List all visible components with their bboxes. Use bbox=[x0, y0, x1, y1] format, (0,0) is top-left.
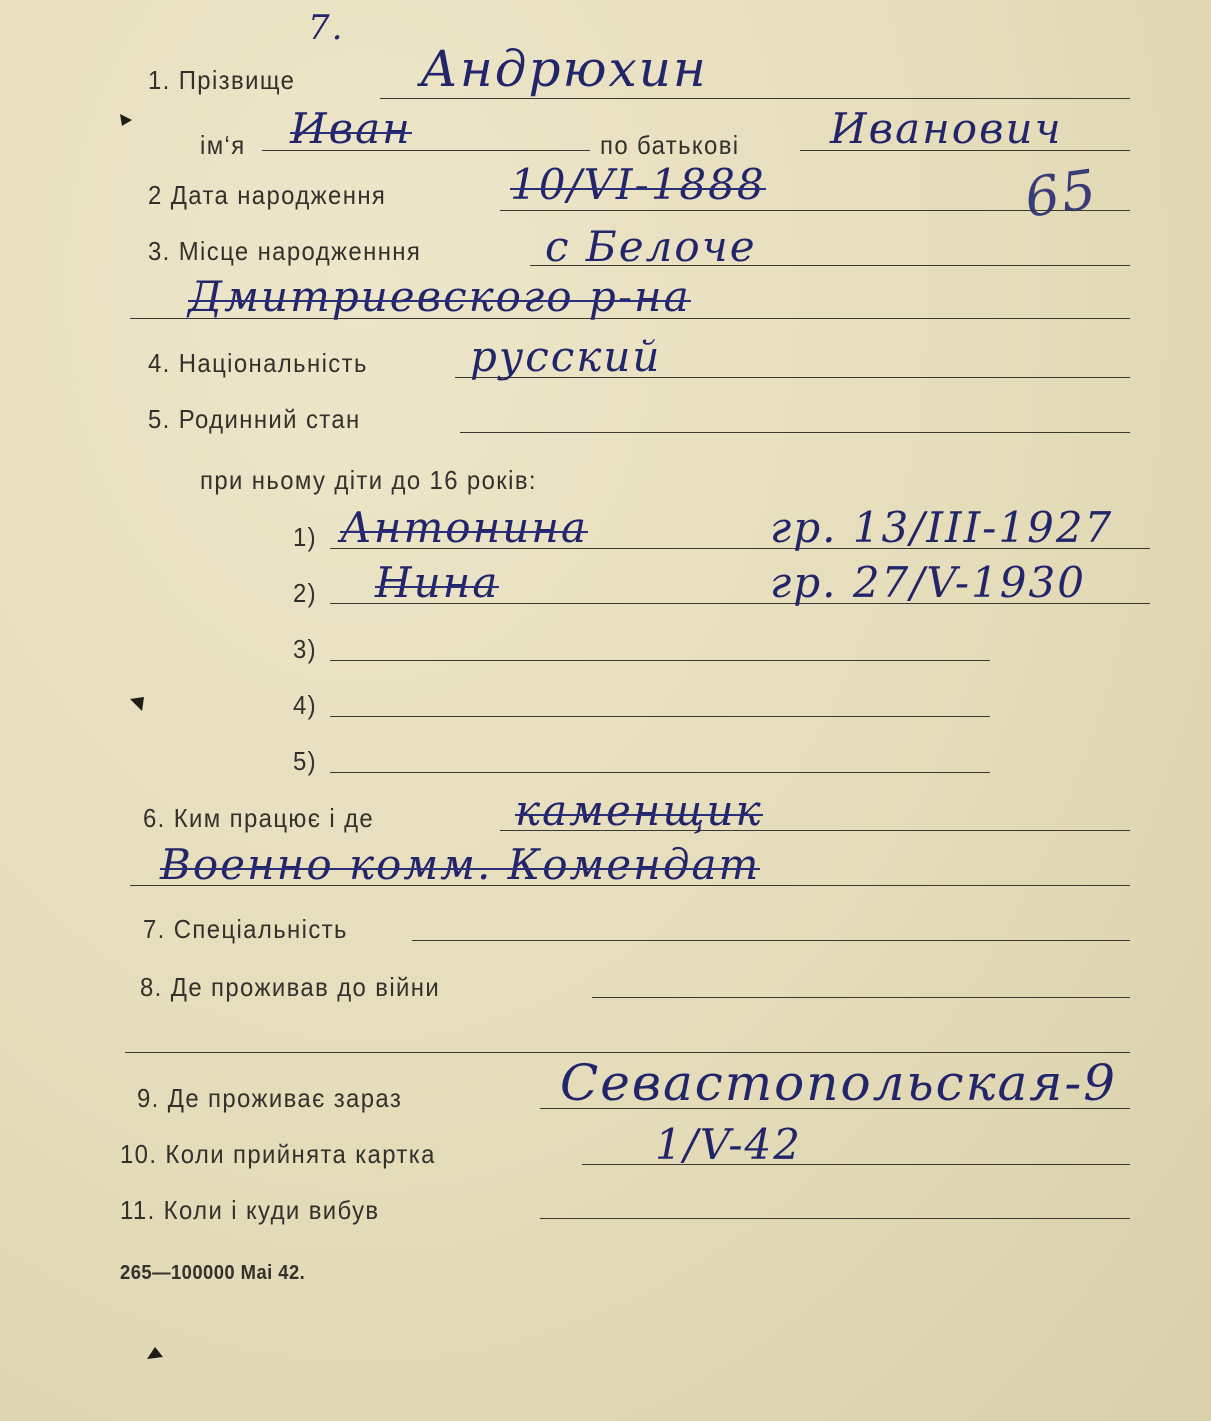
patronymic-value: Иванович bbox=[830, 104, 1063, 153]
card-value: 1/V-42 bbox=[655, 1120, 802, 1169]
family-label: 5. Родинний стан bbox=[148, 404, 361, 434]
punch-hole bbox=[128, 695, 148, 715]
child-born: гр. 13/III-1927 bbox=[770, 503, 1114, 552]
patronymic-label: по батькові bbox=[600, 130, 740, 160]
child-line bbox=[330, 772, 990, 773]
work-label: 6. Ким працює і де bbox=[143, 803, 375, 833]
badge-mark: 65 bbox=[1020, 157, 1102, 230]
child-number: 3) bbox=[293, 634, 318, 664]
child-number: 2) bbox=[293, 578, 318, 608]
specialty-label: 7. Спеціальність bbox=[143, 914, 348, 944]
birthplace-value2: Дмитриевского р-на bbox=[188, 272, 691, 321]
child-name: Нина bbox=[375, 558, 500, 607]
birthplace-value1: с Белоче bbox=[545, 222, 757, 271]
birthdate-label: 2 Дата народження bbox=[148, 180, 387, 210]
work-value2: Военно комм. Комендат bbox=[160, 840, 761, 889]
nationality-value: русский bbox=[470, 332, 662, 381]
work-value1: каменщик bbox=[515, 786, 763, 835]
current-value: Севастопольская-9 bbox=[560, 1054, 1118, 1112]
name-label: ім‘я bbox=[200, 130, 246, 160]
departed-line bbox=[540, 1218, 1130, 1219]
surname-label: 1. Прізвище bbox=[148, 65, 296, 95]
punch-hole bbox=[118, 112, 134, 128]
surname-value: Андрюхин bbox=[420, 40, 708, 98]
family-line bbox=[460, 432, 1130, 433]
departed-label: 11. Коли і куди вибув bbox=[120, 1195, 380, 1225]
child-name: Антонина bbox=[340, 503, 589, 552]
corner-mark: 7. bbox=[308, 8, 345, 48]
child-line bbox=[330, 716, 990, 717]
prewar-line2 bbox=[125, 1052, 1130, 1053]
specialty-line bbox=[412, 940, 1130, 941]
birthdate-line bbox=[500, 210, 1130, 211]
child-number: 5) bbox=[293, 746, 318, 776]
card-label: 10. Коли прийнята картка bbox=[120, 1139, 436, 1169]
children-label: при ньому діти до 16 років: bbox=[200, 465, 537, 495]
punch-hole bbox=[145, 1345, 165, 1365]
print-info: 265—100000 Mai 42. bbox=[120, 1262, 306, 1284]
child-number: 4) bbox=[293, 690, 318, 720]
child-born: гр. 27/V-1930 bbox=[770, 558, 1086, 607]
name-value: Иван bbox=[290, 104, 412, 153]
child-line bbox=[330, 660, 990, 661]
child-number: 1) bbox=[293, 522, 318, 552]
prewar-label: 8. Де проживав до війни bbox=[140, 972, 441, 1002]
surname-line bbox=[380, 98, 1130, 99]
prewar-line bbox=[592, 997, 1130, 998]
current-label: 9. Де проживає зараз bbox=[137, 1083, 403, 1113]
birthplace-label: 3. Місце народженння bbox=[148, 236, 422, 266]
birthdate-value: 10/VI-1888 bbox=[510, 160, 766, 209]
nationality-label: 4. Національність bbox=[148, 348, 368, 378]
